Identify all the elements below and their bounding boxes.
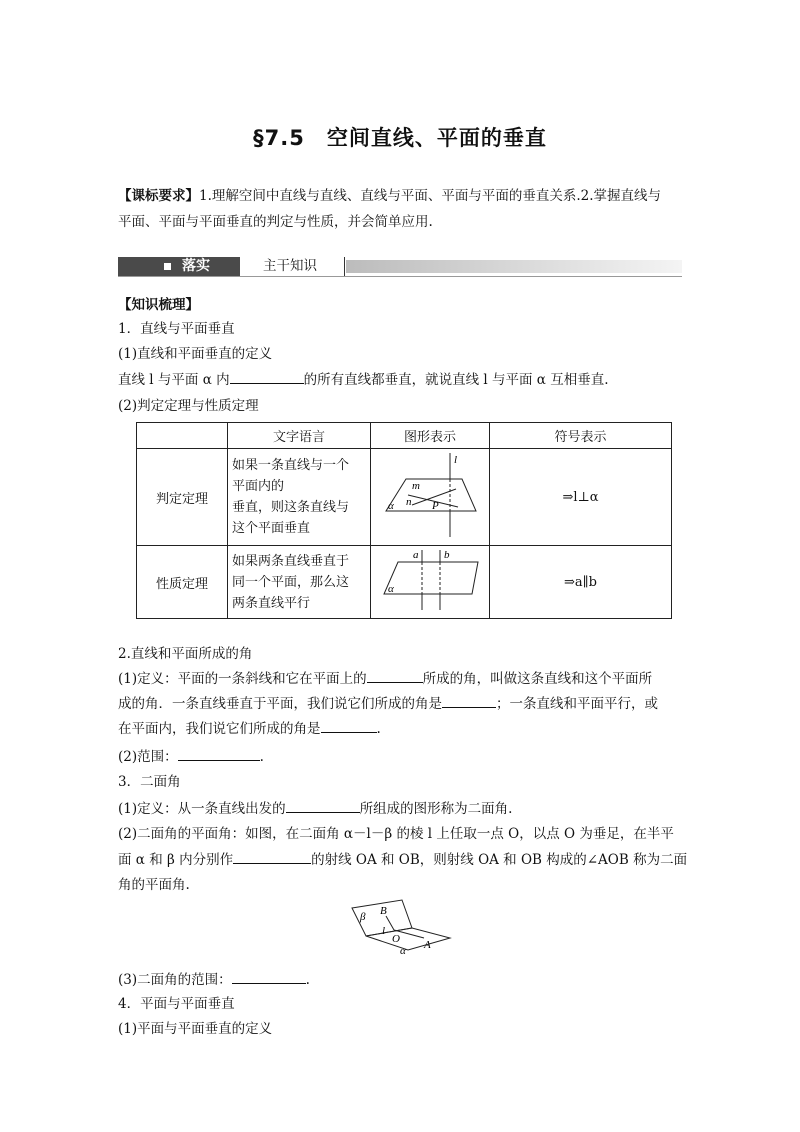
banner-label: 落实 bbox=[182, 258, 210, 274]
banner-underline bbox=[118, 276, 682, 277]
s3-heading: 3．二面角 bbox=[118, 774, 181, 790]
s2-text: 所成的角，叫做这条直线和这个平面所 bbox=[422, 671, 653, 687]
s4-def-heading: (1)平面与平面垂直的定义 bbox=[118, 1021, 273, 1037]
s3-def bbox=[118, 797, 512, 822]
theorem-symbol: ⇒a∥b bbox=[490, 546, 672, 619]
banner-square-icon bbox=[164, 263, 171, 270]
table-row bbox=[137, 449, 672, 546]
s1-def-text-a: 直线 l 与平面 α 内 bbox=[118, 372, 230, 388]
label-alpha: α bbox=[388, 500, 394, 512]
s2-text: (2)范围： bbox=[118, 749, 178, 765]
label-beta: β bbox=[360, 911, 366, 923]
requirements-line-1 bbox=[118, 184, 661, 209]
table-header-row bbox=[137, 423, 672, 449]
s2-text: 成的角．一条直线垂直于平面，我们说它们所成的角是 bbox=[118, 696, 442, 712]
label-A: A bbox=[424, 939, 431, 951]
theorem-text-line: 两条直线平行 bbox=[232, 595, 311, 611]
theorem-text-line: 垂直，则这条直线与 bbox=[232, 500, 350, 515]
s4-heading: 4．平面与平面垂直 bbox=[118, 996, 235, 1012]
plane-alpha bbox=[384, 562, 478, 594]
table-header-cell: 图形表示 bbox=[371, 423, 490, 449]
theorem-text-line: 同一个平面，那么这 bbox=[232, 574, 350, 590]
s2-text: ；一条直线和平面平行，或 bbox=[496, 696, 658, 712]
banner-dark-block bbox=[118, 257, 240, 276]
banner-divider bbox=[344, 257, 345, 276]
theorem-figure bbox=[371, 449, 490, 546]
s2-heading: 2.直线和平面所成的角 bbox=[118, 646, 253, 662]
fill-blank bbox=[321, 718, 377, 733]
s2-text: 在平面内，我们说它们所成的角是 bbox=[118, 721, 321, 737]
s2-line-3 bbox=[118, 717, 381, 742]
s2-range bbox=[118, 745, 264, 770]
line-plane-perpendicular-figure bbox=[378, 449, 482, 541]
s3-text: (3)二面角的范围： bbox=[118, 972, 232, 988]
theorem-text bbox=[228, 449, 371, 546]
s1-def-text-b: 的所有直线都垂直，就说直线 l 与平面 α 互相垂直. bbox=[303, 372, 609, 388]
half-plane-alpha bbox=[366, 928, 450, 950]
s2-text: (1)定义：平面的一条斜线和它在平面上的 bbox=[118, 671, 367, 687]
requirements-label: 【课标要求】 bbox=[118, 188, 199, 204]
knowledge-heading: 【知识梳理】 bbox=[118, 297, 199, 313]
table-header-cell: 文字语言 bbox=[228, 423, 371, 449]
label-B: B bbox=[380, 905, 387, 917]
s2-text: . bbox=[259, 749, 264, 765]
label-b: b bbox=[444, 549, 450, 561]
theorem-text-line: 如果一条直线与一个 bbox=[232, 458, 350, 473]
label-l: l bbox=[454, 454, 458, 466]
fill-blank bbox=[286, 798, 360, 813]
s1-heading: 1．直线与平面垂直 bbox=[118, 321, 235, 337]
label-alpha: α bbox=[400, 945, 406, 957]
theorem-text-line: 如果两条直线垂直于 bbox=[232, 553, 350, 569]
fill-blank bbox=[367, 668, 423, 683]
theorem-table bbox=[136, 422, 672, 619]
theorem-symbol: ⇒l⊥α bbox=[490, 449, 672, 546]
s3-text: (1)定义：从一条直线出发的 bbox=[118, 801, 286, 817]
banner-gradient bbox=[346, 260, 682, 273]
theorem-text-line: 平面内的 bbox=[232, 479, 285, 494]
s3-text: 的射线 OA 和 OB，则射线 OA 和 OB 构成的∠AOB 称为二面 bbox=[311, 852, 688, 868]
ray-OB bbox=[386, 916, 394, 930]
label-m: m bbox=[412, 480, 420, 492]
fill-blank bbox=[232, 969, 306, 984]
label-l: l bbox=[382, 925, 386, 937]
table-row bbox=[137, 546, 672, 619]
s1-def-heading: (1)直线和平面垂直的定义 bbox=[118, 346, 273, 362]
s2-text: . bbox=[376, 721, 381, 737]
s3-text: . bbox=[305, 972, 310, 988]
label-n: n bbox=[406, 496, 412, 508]
requirements-text-1: 1.理解空间中直线与直线、直线与平面、平面与平面的垂直关系.2.掌握直线与 bbox=[199, 188, 662, 204]
s2-line-2 bbox=[118, 692, 658, 717]
parallel-lines-figure bbox=[378, 546, 482, 614]
plane-alpha bbox=[386, 479, 476, 511]
s1-theorem-heading: (2)判定定理与性质定理 bbox=[118, 398, 259, 414]
label-O: O bbox=[392, 933, 400, 945]
theorem-text-line: 这个平面垂直 bbox=[232, 521, 311, 536]
section-banner bbox=[118, 257, 682, 276]
label-P: P bbox=[432, 500, 439, 512]
s2-line-1 bbox=[118, 667, 652, 692]
s1-def-line bbox=[118, 368, 609, 393]
fill-blank bbox=[230, 369, 304, 384]
s3-text: 所组成的图形称为二面角. bbox=[359, 801, 513, 817]
fill-blank bbox=[178, 746, 260, 761]
s3-plane-angle-1: (2)二面角的平面角：如图，在二面角 α－l－β 的棱 l 上任取一点 O，以点 O 为垂足，在半平 bbox=[118, 826, 674, 842]
s3-range bbox=[118, 968, 310, 993]
theorem-name: 判定定理 bbox=[137, 449, 228, 546]
table-header-cell: 符号表示 bbox=[490, 423, 672, 449]
requirements-line-2: 平面、平面与平面垂直的判定与性质，并会简单应用. bbox=[118, 214, 433, 230]
theorem-text bbox=[228, 546, 371, 619]
theorem-name: 性质定理 bbox=[137, 546, 228, 619]
table-header-empty bbox=[137, 423, 228, 449]
s3-text: 面 α 和 β 内分别作 bbox=[118, 852, 234, 868]
theorem-figure bbox=[371, 546, 490, 619]
s3-plane-angle-2 bbox=[118, 848, 687, 873]
fill-blank bbox=[233, 849, 311, 864]
label-a: a bbox=[413, 549, 419, 561]
fill-blank bbox=[442, 693, 496, 708]
s3-plane-angle-3: 角的平面角. bbox=[118, 877, 190, 893]
dihedral-angle-figure bbox=[348, 896, 454, 958]
label-alpha: α bbox=[388, 583, 394, 595]
page-title: §7.5 空间直线、平面的垂直 bbox=[253, 126, 547, 150]
banner-subtitle: 主干知识 bbox=[263, 258, 317, 274]
